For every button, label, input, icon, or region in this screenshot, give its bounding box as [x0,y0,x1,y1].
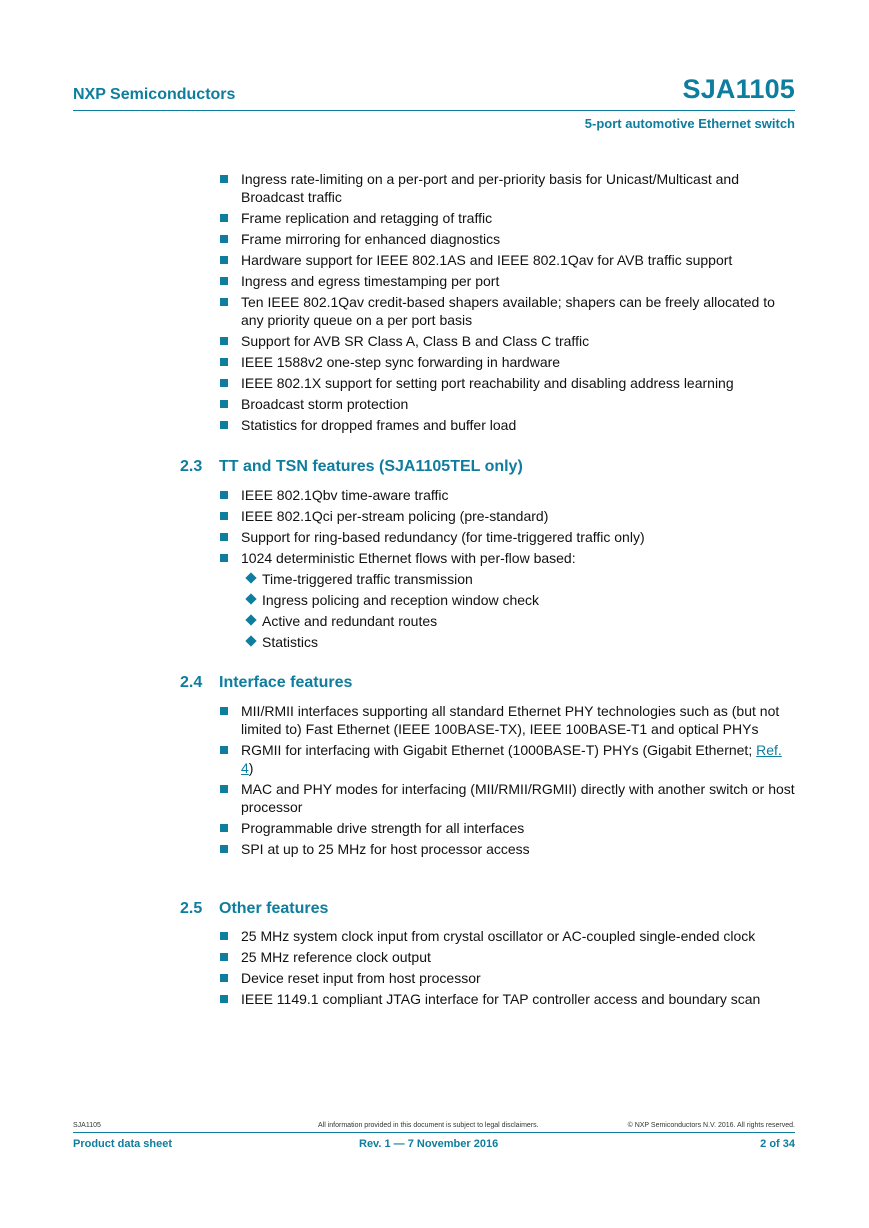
section-heading-2-4 [180,674,352,692]
list-item: SPI at up to 25 MHz for host processor access [220,840,795,858]
list-item: Device reset input from host processor [220,969,795,987]
sub-list-item: Statistics [241,633,795,651]
list-item: Support for ring-based redundancy (for time-triggered traffic only) [220,528,795,546]
list-item: IEEE 802.1Qbv time-aware traffic [220,486,795,504]
section-number: 2.4 [180,674,203,691]
section-number: 2.5 [180,900,203,917]
list-item: Statistics for dropped frames and buffer load [220,416,795,434]
header-company: NXP Semiconductors [73,86,236,103]
section-number: 2.3 [180,458,203,475]
sub-list [241,570,795,651]
square-bullet-icon [220,707,228,715]
section-title: Interface features [219,674,353,691]
diamond-bullet-icon [245,572,256,583]
sub-list-item: Time-triggered traffic transmission [241,570,795,588]
diamond-bullet-icon [245,614,256,625]
square-bullet-icon [220,337,228,345]
square-bullet-icon [220,277,228,285]
list-item: IEEE 802.1X support for setting port reachability and disabling address learning [220,374,795,392]
list-item: RGMII for interfacing with Gigabit Ethernet (1000BASE-T) PHYs (Gigabit Ethernet; Ref. 4) [220,741,795,777]
square-bullet-icon [220,845,228,853]
square-bullet-icon [220,175,228,183]
list-item: MAC and PHY modes for interfacing (MII/RMII/RGMII) directly with another switch or host processor [220,780,795,816]
list-item: Frame replication and retagging of traffic [220,209,795,227]
header-part-number: SJA1105 [682,74,795,104]
square-bullet-icon [220,953,228,961]
list-item: Ingress and egress timestamping per port [220,272,795,290]
ref-4-link[interactable]: Ref. 4 [241,742,782,776]
footer-copyright: © NXP Semiconductors N.V. 2016. All rights reserved. [627,1122,795,1129]
feature-list-2-5 [220,927,795,1011]
list-item: Frame mirroring for enhanced diagnostics [220,230,795,248]
square-bullet-icon [220,235,228,243]
square-bullet-icon [220,400,228,408]
square-bullet-icon [220,746,228,754]
square-bullet-icon [220,358,228,366]
footer-doc-type: Product data sheet [73,1138,173,1150]
footer-doc-id: SJA1105 [73,1122,101,1129]
square-bullet-icon [220,995,228,1003]
square-bullet-icon [220,974,228,982]
list-item: 1024 deterministic Ethernet flows with per-flow based: Time-triggered traffic transmission Ingress policing and reception window check Active and redundant routes Statistics [220,549,795,651]
list-item: Support for AVB SR Class A, Class B and Class C traffic [220,332,795,350]
list-item: Broadcast storm protection [220,395,795,413]
feature-list-2-3 [220,486,795,654]
section-title: Other features [219,900,329,917]
square-bullet-icon [220,533,228,541]
square-bullet-icon [220,824,228,832]
list-item: 25 MHz reference clock output [220,948,795,966]
footer-page-number: 2 of 34 [760,1138,795,1150]
diamond-bullet-icon [245,593,256,604]
list-item: Programmable drive strength for all interfaces [220,819,795,837]
square-bullet-icon [220,512,228,520]
header-divider [73,110,795,111]
list-item: IEEE 802.1Qci per-stream policing (pre-standard) [220,507,795,525]
sub-list-item: Ingress policing and reception window check [241,591,795,609]
square-bullet-icon [220,554,228,562]
diamond-bullet-icon [245,635,256,646]
square-bullet-icon [220,256,228,264]
section-heading-2-3 [180,458,523,476]
footer-revision: Rev. 1 — 7 November 2016 [359,1138,499,1150]
list-item: Hardware support for IEEE 802.1AS and IEEE 802.1Qav for AVB traffic support [220,251,795,269]
footer-disclaimer: All information provided in this document is subject to legal disclaimers. [318,1122,539,1129]
list-item: IEEE 1588v2 one-step sync forwarding in hardware [220,353,795,371]
square-bullet-icon [220,491,228,499]
square-bullet-icon [220,932,228,940]
list-item: Ten IEEE 802.1Qav credit-based shapers available; shapers can be freely allocated to any priority queue on a per port basis [220,293,795,329]
list-item: Ingress rate-limiting on a per-port and per-priority basis for Unicast/Multicast and Broadcast traffic [220,170,795,206]
section-title: TT and TSN features (SJA1105TEL only) [219,458,523,475]
sub-list-item: Active and redundant routes [241,612,795,630]
footer-divider [73,1132,795,1133]
feature-list-2-4 [220,702,795,861]
header-subtitle: 5-port automotive Ethernet switch [584,116,795,131]
feature-list-2-2 [220,170,795,437]
square-bullet-icon [220,379,228,387]
square-bullet-icon [220,421,228,429]
square-bullet-icon [220,785,228,793]
square-bullet-icon [220,214,228,222]
list-item: IEEE 1149.1 compliant JTAG interface for TAP controller access and boundary scan [220,990,795,1008]
section-heading-2-5 [180,900,328,918]
list-item: 25 MHz system clock input from crystal oscillator or AC-coupled single-ended clock [220,927,795,945]
list-item: MII/RMII interfaces supporting all standard Ethernet PHY technologies such as (but not limited to) Fast Ethernet (IEEE 100BASE-TX), IEEE 100BASE-T1 and optical PHYs [220,702,795,738]
square-bullet-icon [220,298,228,306]
